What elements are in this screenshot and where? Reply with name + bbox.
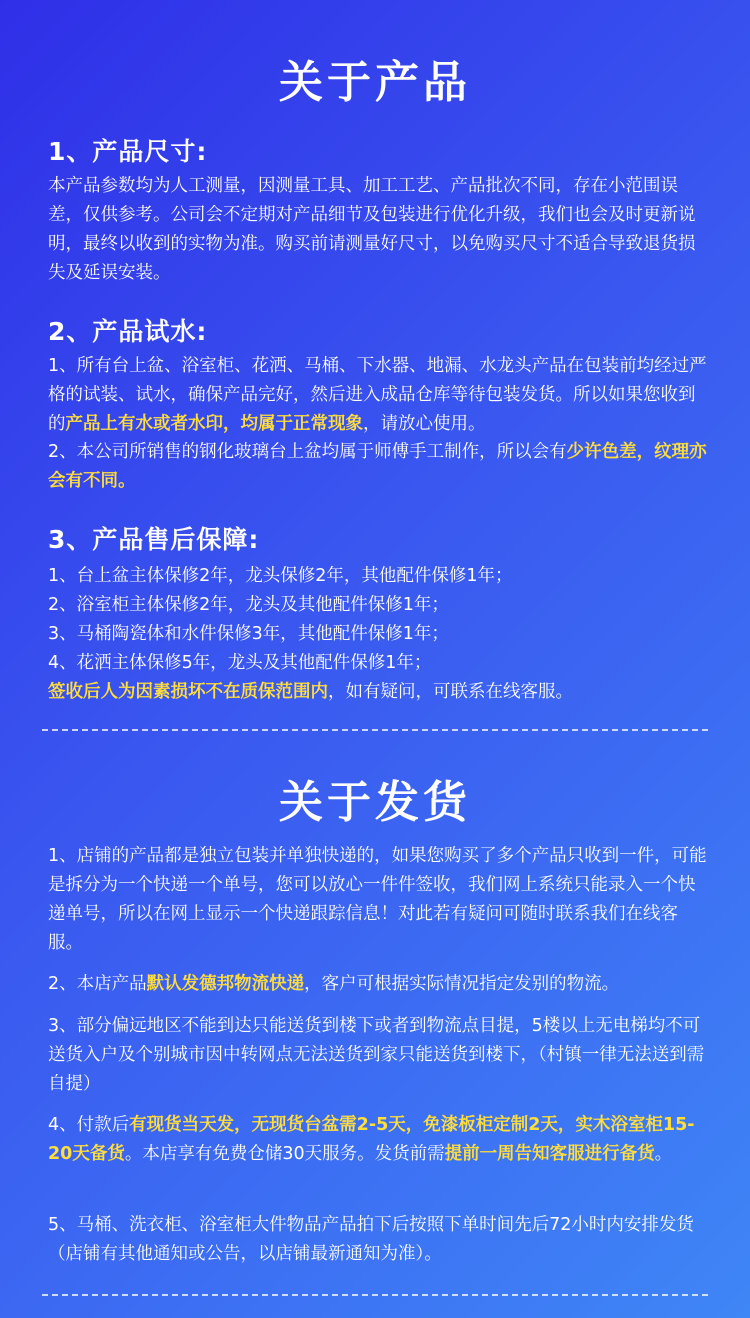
shipping-p4-highlight-notice: 提前一周告知客服进行备货 bbox=[444, 1144, 655, 1164]
water-test-p1-text: 1、所有台上盆、浴室柜、花洒、马桶、下水器、地漏、水龙头产品在包装前均经过严格的试装、试水，确保产品完好，然后进入成品仓库等待包装发货。所以如果您收到的 bbox=[48, 356, 707, 434]
water-test-p2-text: 2、本公司所销售的钢化玻璃台上盆均属于师傅手工制作，所以会有 bbox=[48, 442, 567, 462]
product-water-test-heading: 2、产品试水: bbox=[48, 317, 208, 346]
section-divider bbox=[42, 729, 708, 731]
shipping-paragraph-3: 3、部分偏远地区不能到达只能送货到楼下或者到物流点目提，5楼以上无电梯均不可送货入户及个别城市因中转网点无法送货到家只能送货到楼下，（村镇一律无法送到需自提） bbox=[48, 1016, 705, 1094]
warranty-item: 1、台上盆主体保修2年，龙头保修2年，其他配件保修1年； bbox=[48, 566, 513, 586]
shipping-paragraph-2 bbox=[48, 970, 712, 999]
warranty-note-text: ，如有疑问，可联系在线客服。 bbox=[328, 682, 573, 702]
warranty-item: 3、马桶陶瓷体和水件保修3年，其他配件保修1年； bbox=[48, 624, 449, 644]
shipping-p2-highlight: 默认发德邦物流快递 bbox=[146, 974, 305, 994]
shipping-p4-text-mid: 。本店享有免费仓储30天服务。发货前需 bbox=[124, 1144, 445, 1164]
water-test-p1-highlight: 产品上有水或者水印，均属于正常现象 bbox=[65, 414, 363, 434]
product-section-title: 关于产品 bbox=[279, 57, 471, 108]
product-warranty-heading: 3、产品售后保障: bbox=[48, 525, 260, 554]
shipping-p4-text: 4、付款后 bbox=[48, 1115, 130, 1135]
shipping-p4-highlight-stock: 有现货当天发，无现货台盆需2-5天，免漆板柜定制2天，实木浴室柜15-20天备货 bbox=[48, 1115, 695, 1164]
shipping-paragraph-5: 5、马桶、洗衣柜、浴室柜大件物品产品拍下后按照下单时间先后72小时内安排发货（店铺有其他通知或公告，以店铺最新通知为准）。 bbox=[48, 1215, 694, 1264]
product-water-test-paragraph-2 bbox=[48, 438, 712, 496]
product-size-text: 本产品参数均为人工测量，因测量工具、加工工艺、产品批次不同，存在小范围误差，仅供参考。公司会不定期对产品细节及包装进行优化升级，我们也会及时更新说明，最终以收到的实物为准。购买前请测量好尺寸，以免购买尺寸不适合导致退货损失及延误安装。 bbox=[48, 176, 696, 283]
shipping-p2-text: 2、本店产品 bbox=[48, 974, 147, 994]
shipping-paragraph-4 bbox=[48, 1111, 712, 1169]
warranty-item: 4、花洒主体保修5年，龙头及其他配件保修1年； bbox=[48, 653, 432, 673]
shipping-p2-text-end: ，客户可根据实际情况指定发别的物流。 bbox=[304, 974, 620, 994]
product-size-heading: 1、产品尺寸: bbox=[48, 137, 208, 166]
warranty-note-highlight: 签收后人为因素损坏不在质保范围内 bbox=[48, 682, 328, 702]
warranty-item: 2、浴室柜主体保修2年，龙头及其他配件保修1年； bbox=[48, 595, 449, 615]
section-divider bbox=[42, 1294, 708, 1296]
warranty-note bbox=[48, 678, 712, 707]
water-test-p1-text-end: ，请放心使用。 bbox=[363, 414, 486, 434]
shipping-paragraph-1: 1、店铺的产品都是独立包装并单独快递的，如果您购买了多个产品只收到一件，可能是拆分为一个快递一个单号，您可以放心一件件签收，我们网上系统只能录入一个快递单号，所以在网上显示一个快递跟踪信息！对此若有疑问可随时联系我们在线客服。 bbox=[48, 846, 707, 953]
shipping-p4-text-end: 。 bbox=[654, 1144, 673, 1164]
water-test-p2-highlight: 少许色差，纹理亦会有不同。 bbox=[48, 442, 707, 491]
product-water-test-paragraph-1 bbox=[48, 352, 712, 439]
shipping-section-title: 关于发货 bbox=[279, 777, 471, 828]
